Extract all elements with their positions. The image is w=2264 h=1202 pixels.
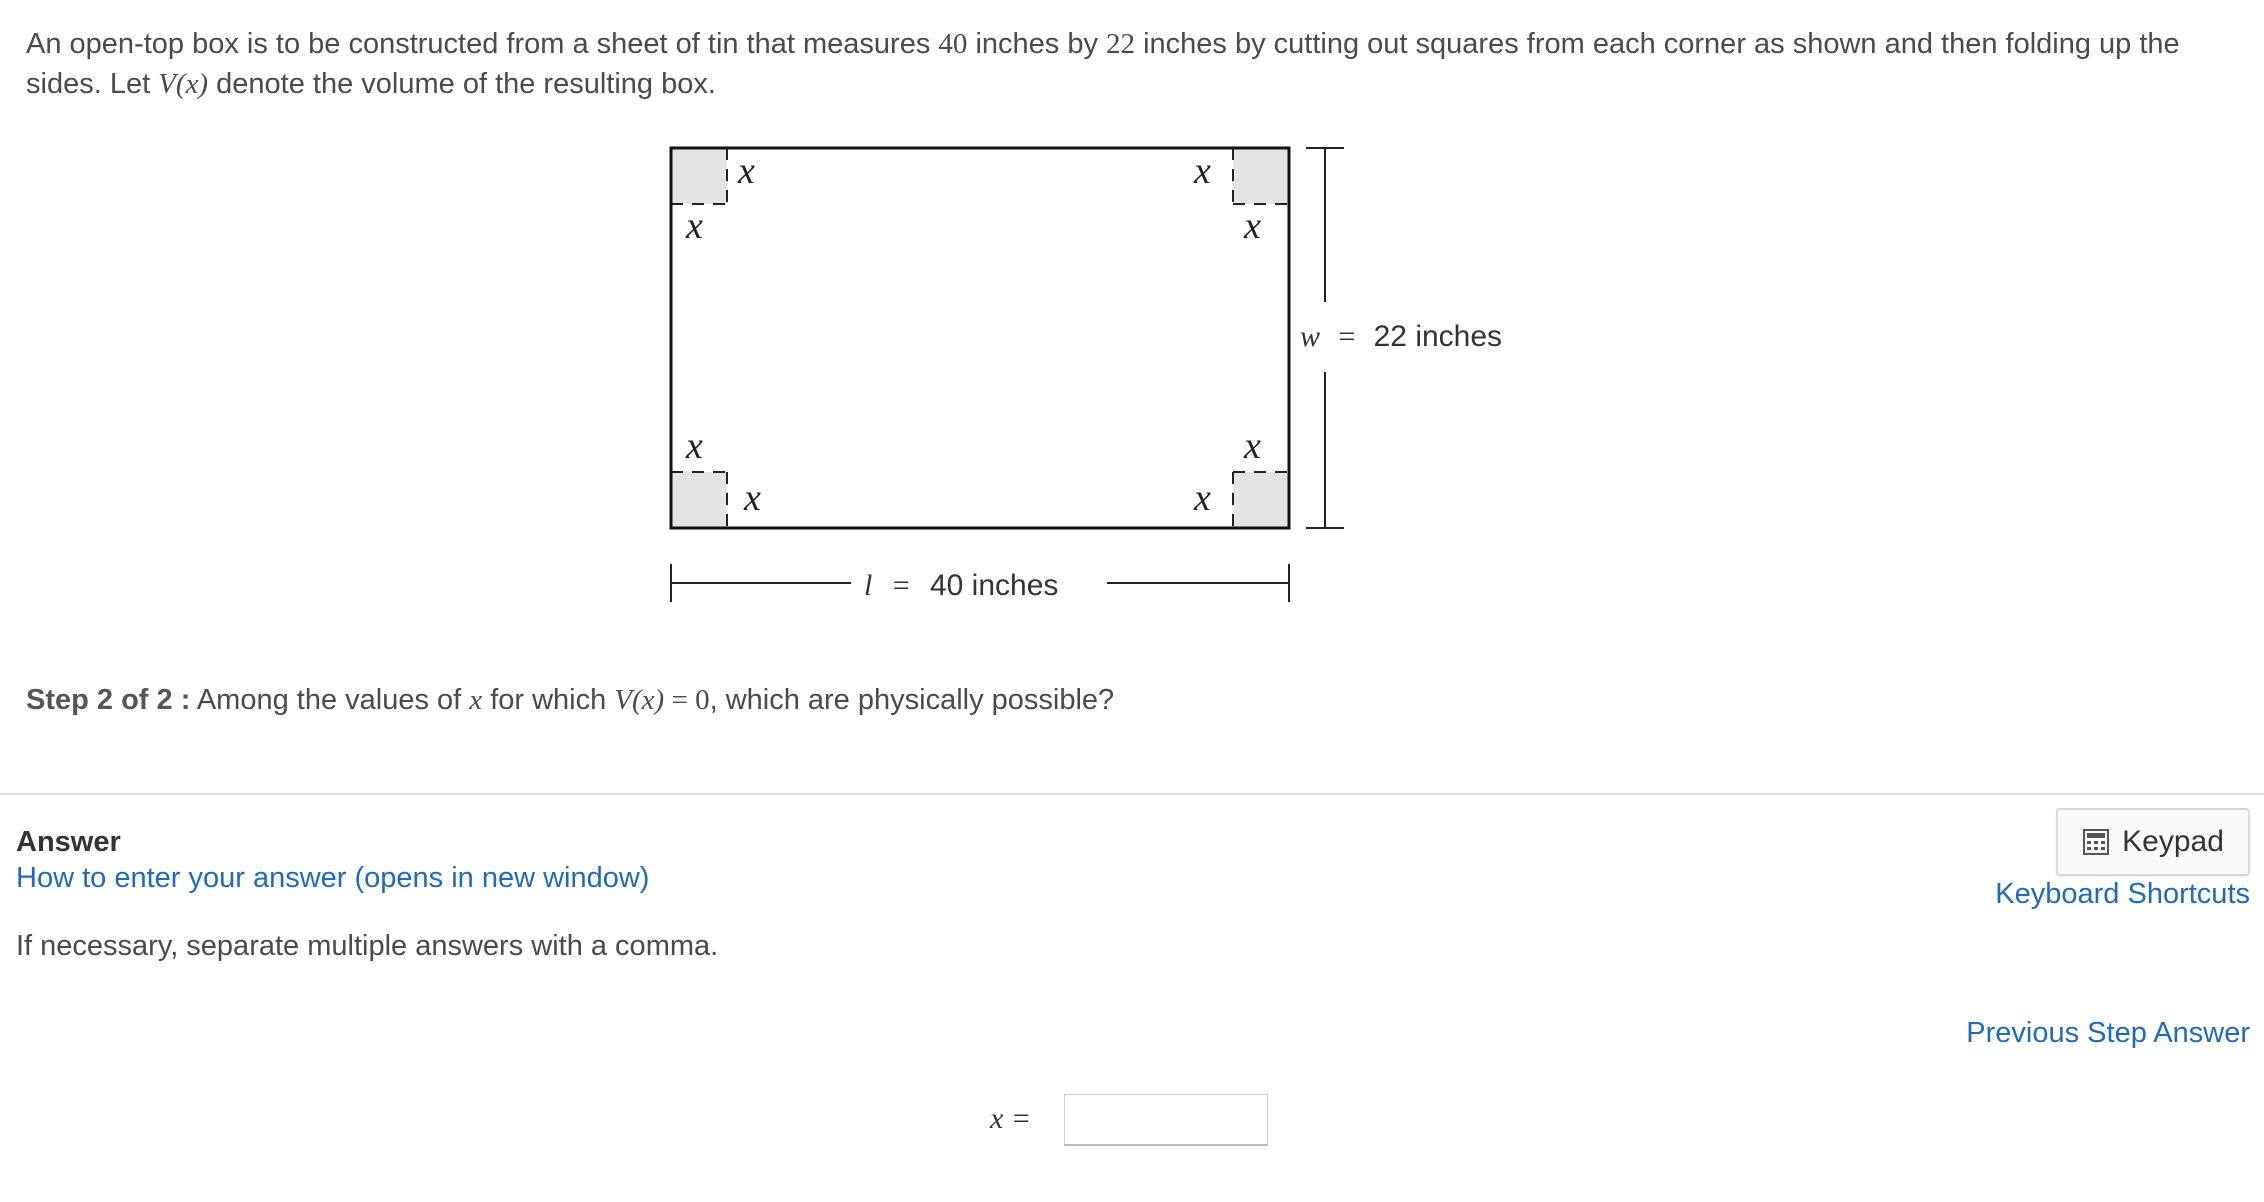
corner-label-x: x: [1194, 150, 1211, 192]
corner-label-x: x: [686, 205, 703, 247]
volume-function-arg: (x): [175, 68, 209, 100]
length-dimension-label: l = 40 inches: [864, 569, 1059, 602]
step-variable: x: [469, 684, 483, 716]
step-zero: 0: [695, 684, 710, 716]
length-value: 40: [938, 28, 968, 60]
problem-text-part: inches by cutting out squares from each corner as shown and then folding up the sides. Let: [26, 28, 2180, 100]
problem-text-part: An open-top box is to be constructed from a sheet of tin that measures: [26, 28, 939, 60]
previous-step-answer-link[interactable]: Previous Step Answer: [1966, 1017, 2250, 1049]
section-divider: [0, 793, 2264, 795]
step-function: V(x): [614, 684, 665, 716]
step-equals: =: [664, 684, 696, 716]
answer-input[interactable]: [1064, 1094, 1268, 1146]
problem-text-part: denote the volume of the resulting box.: [208, 68, 716, 100]
cut-lines: [671, 148, 1289, 528]
corner-label-x: x: [738, 150, 755, 192]
keypad-button[interactable]: [2056, 808, 2250, 876]
step-text-part: , which are physically possible?: [709, 684, 1115, 716]
step-label: Step 2 of 2 :: [26, 684, 191, 716]
keyboard-shortcuts-link[interactable]: Keyboard Shortcuts: [1995, 878, 2250, 910]
corner-square-bottom-right: [1233, 472, 1289, 528]
keypad-label: Keypad: [2122, 825, 2224, 858]
corner-label-x: x: [1244, 205, 1261, 247]
corner-label-x: x: [686, 425, 703, 467]
volume-function-name: V: [158, 68, 176, 100]
step-prompt: [26, 680, 1114, 720]
answer-heading: Answer: [16, 826, 121, 858]
step-text-part: for which: [482, 684, 615, 716]
how-to-enter-answer-link[interactable]: How to enter your answer (opens in new window): [16, 862, 650, 894]
tin-sheet-outline: [671, 148, 1289, 528]
width-value: 22: [1106, 28, 1136, 60]
corner-label-x: x: [1244, 425, 1261, 467]
corner-label-x: x: [744, 477, 761, 519]
corner-square-top-left: [671, 148, 727, 204]
width-dimension-label: w = 22 inches: [1300, 320, 1503, 353]
answer-input-label: x =: [990, 1102, 1032, 1135]
corner-square-bottom-left: [671, 472, 727, 528]
step-text-part: Among the values of: [190, 684, 470, 716]
answer-hint: If necessary, separate multiple answers with a comma.: [16, 930, 719, 962]
corner-label-x: x: [1194, 477, 1211, 519]
problem-text-part: inches by: [967, 28, 1107, 60]
corner-square-top-right: [1233, 148, 1289, 204]
calculator-icon: [2082, 828, 2110, 856]
